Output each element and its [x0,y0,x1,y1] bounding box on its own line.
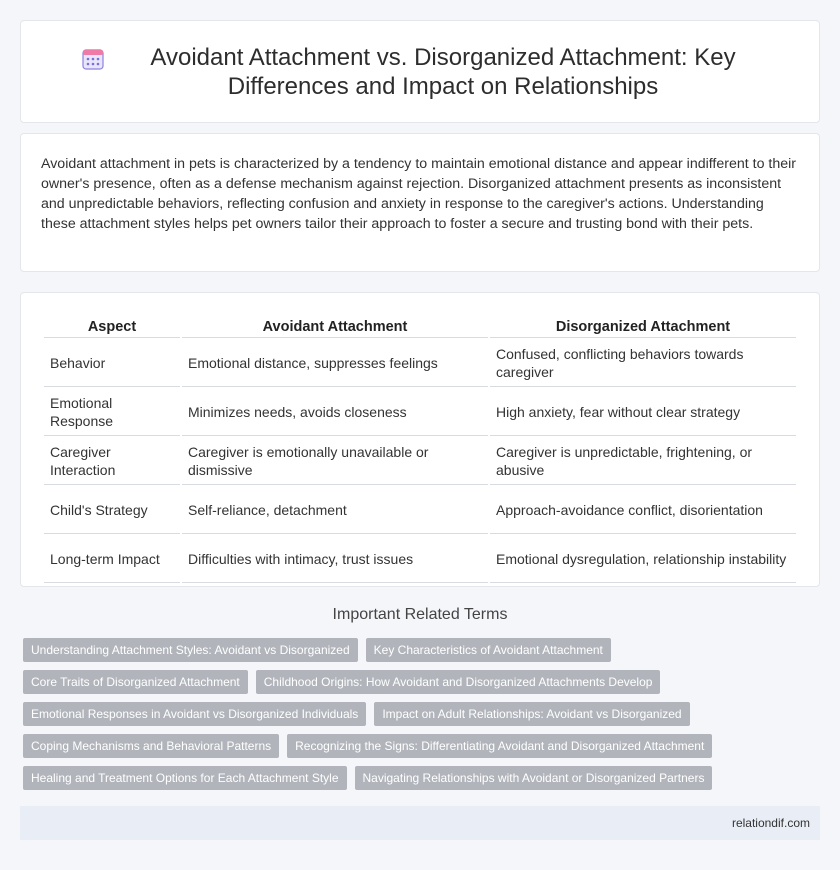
cell-disorganized: Approach-avoidance conflict, disorientation [490,487,796,534]
footer [20,806,820,840]
cell-disorganized: Confused, conflicting behaviors towards caregiver [490,340,796,387]
cell-aspect: Child's Strategy [44,487,180,534]
table-header-row [44,315,796,338]
footer-site-link[interactable]: relationdif.com [731,816,810,830]
header-avoidant: Avoidant Attachment [182,315,488,338]
cell-disorganized: High anxiety, fear without clear strategy [490,389,796,436]
related-term-tag[interactable]: Understanding Attachment Styles: Avoidant vs Disorganized [23,638,358,662]
intro-card [20,133,820,272]
intro-paragraph: Avoidant attachment in pets is characterized by a tendency to maintain emotional distance and appear indifferent to their owner's presence, often as a defense mechanism against rejection. Disorganized attachment presents as inconsistent and unpredictable behaviors, reflecting confusion and anxiety in response to the caregiver's actions. Understanding these attachment styles helps pet owners tailor their approach to foster a secure and trusting bond with their pets. [41,156,797,232]
comparison-table [42,313,798,585]
related-terms-section [20,606,820,798]
table-row [44,389,796,436]
comparison-card [20,292,820,587]
related-term-tag[interactable]: Healing and Treatment Options for Each Attachment Style [23,766,347,790]
cell-aspect: Behavior [44,340,180,387]
related-term-tag[interactable]: Core Traits of Disorganized Attachment [23,670,248,694]
header-disorganized: Disorganized Attachment [490,315,796,338]
related-term-tag[interactable]: Impact on Adult Relationships: Avoidant vs Disorganized [374,702,689,726]
related-term-tag[interactable]: Coping Mechanisms and Behavioral Patterns [23,734,279,758]
cell-avoidant: Self-reliance, detachment [182,487,488,534]
related-term-tag[interactable]: Navigating Relationships with Avoidant or Disorganized Partners [355,766,713,790]
related-terms-title: Important Related Terms [332,606,508,623]
cell-aspect: Caregiver Interaction [44,438,180,485]
cell-avoidant: Difficulties with intimacy, trust issues [182,536,488,583]
cell-avoidant: Caregiver is emotionally unavailable or dismissive [182,438,488,485]
header-aspect: Aspect [44,315,180,338]
related-terms-list [20,638,820,798]
cell-avoidant: Emotional distance, suppresses feelings [182,340,488,387]
related-term-tag[interactable]: Emotional Responses in Avoidant vs Disorganized Individuals [23,702,366,726]
title-card [20,20,820,123]
related-term-tag[interactable]: Key Characteristics of Avoidant Attachment [366,638,611,662]
table-row [44,487,796,534]
table-row [44,536,796,583]
table-row [44,438,796,485]
cell-aspect: Emotional Response [44,389,180,436]
cell-aspect: Long-term Impact [44,536,180,583]
related-term-tag[interactable]: Childhood Origins: How Avoidant and Disorganized Attachments Develop [256,670,661,694]
cell-disorganized: Emotional dysregulation, relationship instability [490,536,796,583]
cell-disorganized: Caregiver is unpredictable, frightening, or abusive [490,438,796,485]
related-term-tag[interactable]: Recognizing the Signs: Differentiating Avoidant and Disorganized Attachment [287,734,712,758]
table-row [44,340,796,387]
page-title: Avoidant Attachment vs. Disorganized Attachment: Key Differences and Impact on Relationships [150,43,736,100]
cell-avoidant: Minimizes needs, avoids closeness [182,389,488,436]
calendar-icon [81,47,105,71]
